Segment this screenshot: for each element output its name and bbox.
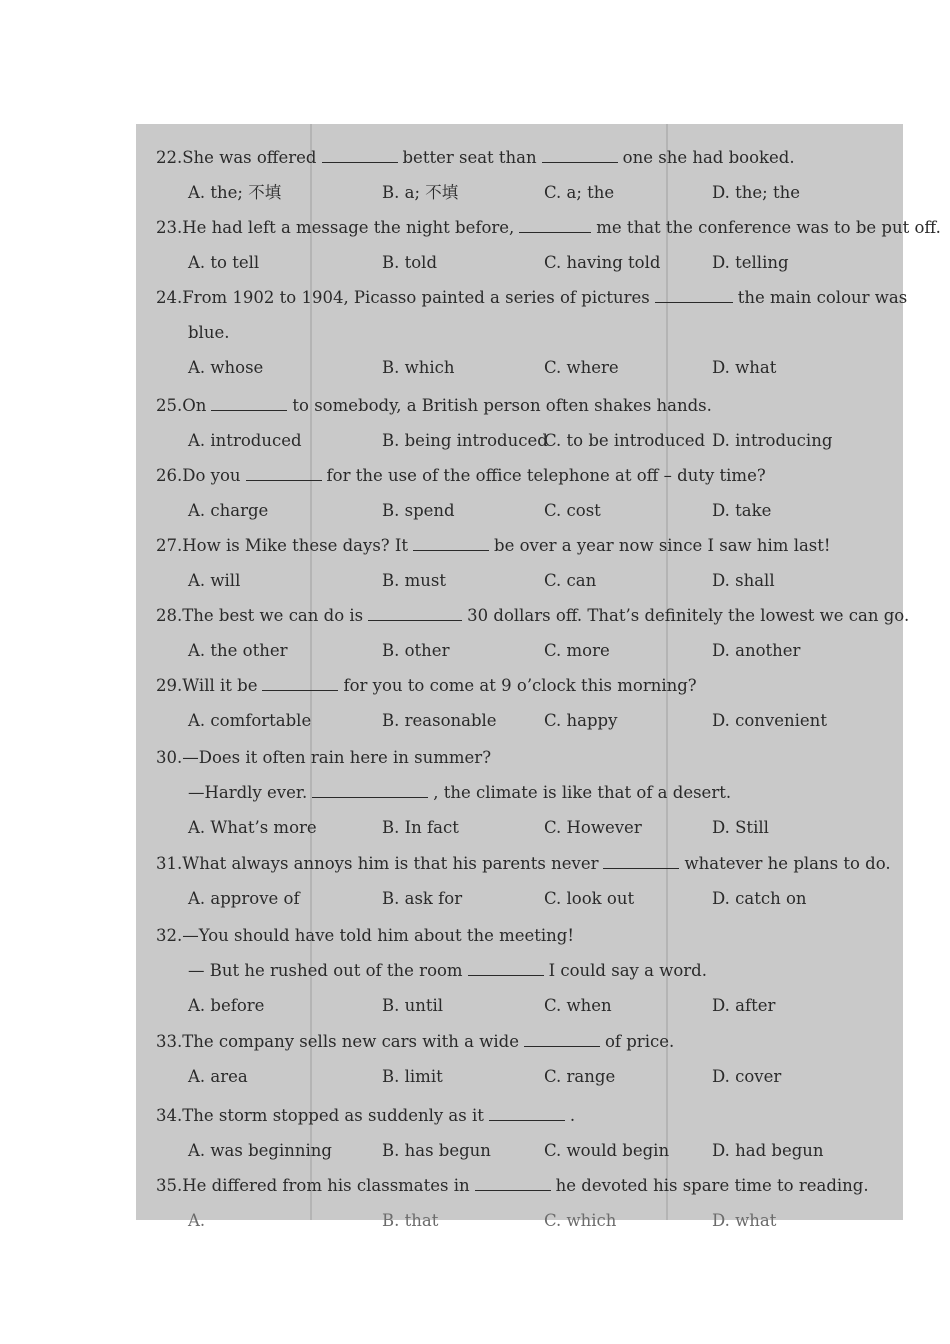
answer-option[interactable]: B. must [382, 571, 446, 590]
answer-option[interactable]: D. cover [712, 1067, 782, 1086]
answer-option[interactable]: B. In fact [382, 818, 459, 837]
question-text: to somebody, a British person often shakes hands. [292, 396, 712, 415]
answer-blank[interactable] [542, 161, 618, 163]
answer-option[interactable]: D. the; the [712, 183, 800, 202]
question-stem [156, 919, 574, 953]
question-stem [156, 1099, 575, 1133]
answer-option[interactable]: C. to be introduced [544, 431, 706, 450]
question-number: 27. [156, 536, 183, 555]
question-stem-line [136, 1169, 893, 1203]
question-text: She was offered [182, 148, 317, 167]
answer-option[interactable]: D. take [712, 501, 772, 520]
options-line [136, 351, 893, 385]
options-line [136, 634, 893, 668]
question-stem [156, 459, 766, 493]
dialog-text: — But he rushed out of the room [188, 961, 463, 980]
answer-option[interactable]: A. introduced [188, 431, 302, 450]
answer-option[interactable]: A. to tell [188, 253, 260, 272]
dialog-text: I could say a word. [548, 961, 707, 980]
answer-option[interactable]: D. another [712, 641, 801, 660]
question-text: 30 dollars off. That’s definitely the lowest we can go. [467, 606, 910, 625]
question-stem-line [136, 741, 893, 775]
question-text: On [182, 396, 207, 415]
answer-option[interactable]: D. introducing [712, 431, 833, 450]
answer-option[interactable]: B. until [382, 996, 444, 1015]
question-text: —You should have told him about the meeting! [182, 926, 574, 945]
options-line [136, 1060, 893, 1094]
answer-option[interactable]: A. charge [188, 501, 269, 520]
answer-option[interactable]: D. shall [712, 571, 775, 590]
answer-option[interactable]: D. convenient [712, 711, 827, 730]
question-stem-line [136, 669, 893, 703]
options-line [136, 1204, 893, 1238]
answer-option[interactable]: C. more [544, 641, 610, 660]
question-text: whatever he plans to do. [684, 854, 891, 873]
answer-option[interactable]: B. limit [382, 1067, 443, 1086]
question-stem [156, 599, 909, 633]
answer-option[interactable]: A. the; 不填 [188, 183, 282, 202]
options-line [136, 176, 893, 210]
question-stem [156, 669, 697, 703]
question-stem [156, 847, 891, 881]
question-stem-line [136, 599, 910, 633]
question-stem [156, 389, 712, 423]
question-stem-line [136, 141, 893, 175]
question-number: 25. [156, 396, 183, 415]
question-stem [156, 141, 795, 175]
question-number: 26. [156, 466, 183, 485]
answer-blank[interactable] [211, 409, 287, 411]
options-line [136, 1134, 893, 1168]
question-number: 23. [156, 218, 183, 237]
answer-option[interactable]: A. What’s more [188, 818, 317, 837]
question-number: 35. [156, 1176, 183, 1195]
answer-option[interactable]: B. which [382, 358, 455, 377]
answer-option[interactable]: C. happy [544, 711, 618, 730]
options-line [136, 989, 893, 1023]
question-text: The best we can do is [182, 606, 364, 625]
question-number: 22. [156, 148, 183, 167]
options-line [136, 494, 893, 528]
question-text: better seat than [402, 148, 537, 167]
question-text: me that the conference was to be put off. [596, 218, 941, 237]
question-number: 33. [156, 1032, 183, 1051]
answer-option[interactable]: B. a; 不填 [382, 183, 459, 202]
question-text: the main colour was [737, 288, 908, 307]
answer-option[interactable]: A. before [188, 996, 265, 1015]
options-line [136, 811, 893, 845]
question-stem [156, 211, 941, 245]
answer-option[interactable]: A. the other [188, 641, 288, 660]
options-line [136, 564, 893, 598]
answer-blank[interactable] [519, 231, 591, 233]
exam-sheet [136, 124, 941, 1230]
question-text: he devoted his spare time to reading. [555, 1176, 869, 1195]
question-text: He differed from his classmates in [182, 1176, 470, 1195]
answer-blank[interactable] [489, 1119, 565, 1121]
answer-option[interactable]: B. reasonable [382, 711, 497, 730]
dialog-reply [188, 954, 707, 988]
question-text: What always annoys him is that his parents never [182, 854, 599, 873]
question-number: 30. [156, 748, 183, 767]
dialog-text: , the climate is like that of a desert. [433, 783, 732, 802]
answer-option[interactable]: A. whose [188, 358, 264, 377]
question-text: of price. [604, 1032, 675, 1051]
answer-option[interactable]: B. ask for [382, 889, 463, 908]
answer-option[interactable]: C. look out [544, 889, 635, 908]
answer-option[interactable]: D. what [712, 358, 777, 377]
answer-blank[interactable] [603, 867, 679, 869]
question-text: From 1902 to 1904, Picasso painted a series of pictures [182, 288, 650, 307]
answer-blank[interactable] [368, 619, 462, 621]
question-number: 29. [156, 676, 183, 695]
answer-option[interactable]: B. being introduced [382, 431, 548, 450]
answer-option[interactable]: D. after [712, 996, 776, 1015]
options-line [136, 424, 893, 458]
answer-blank[interactable] [524, 1045, 600, 1047]
answer-option[interactable]: C. range [544, 1067, 616, 1086]
answer-option[interactable]: A. comfortable [188, 711, 312, 730]
answer-option[interactable]: B. spend [382, 501, 455, 520]
dialog-reply [188, 776, 731, 810]
question-stem-line [136, 281, 908, 315]
answer-option[interactable]: A. will [188, 571, 241, 590]
answer-option[interactable]: D. had begun [712, 1141, 824, 1160]
question-stem-line [136, 389, 893, 423]
question-stem-line [136, 459, 893, 493]
question-stem [156, 529, 831, 563]
answer-option[interactable]: D. what [712, 1211, 777, 1230]
question-text: one she had booked. [622, 148, 795, 167]
question-text: —Does it often rain here in summer? [182, 748, 492, 767]
question-stem-line [136, 1099, 893, 1133]
question-text: How is Mike these days? It [182, 536, 409, 555]
answer-blank[interactable] [413, 549, 489, 551]
question-number: 24. [156, 288, 183, 307]
answer-option[interactable]: C. would begin [544, 1141, 670, 1160]
answer-option[interactable]: C. where [544, 358, 619, 377]
answer-blank[interactable] [655, 301, 733, 303]
question-stem-line [136, 211, 941, 245]
question-stem [156, 1025, 674, 1059]
question-text: He had left a message the night before, [182, 218, 515, 237]
dialog-text: —Hardly ever. [188, 783, 308, 802]
question-stem-line [136, 919, 893, 953]
question-stem-line [136, 529, 893, 563]
answer-option[interactable]: C. can [544, 571, 597, 590]
answer-option[interactable]: B. told [382, 253, 438, 272]
answer-blank[interactable] [468, 974, 544, 976]
answer-option[interactable]: A. [188, 1211, 206, 1230]
question-text: be over a year now since I saw him last! [494, 536, 831, 555]
question-text: The storm stopped as suddenly as it [182, 1106, 484, 1125]
answer-option[interactable]: C. when [544, 996, 612, 1015]
answer-option[interactable]: C. having told [544, 253, 661, 272]
answer-option[interactable]: C. a; the [544, 183, 615, 202]
question-continuation-line [136, 316, 893, 350]
question-text: The company sells new cars with a wide [182, 1032, 519, 1051]
dialog-line [136, 954, 893, 988]
answer-option[interactable]: C. which [544, 1211, 617, 1230]
answer-blank[interactable] [322, 161, 398, 163]
question-text: Do you [182, 466, 241, 485]
question-stem-line [136, 1025, 893, 1059]
dialog-line [136, 776, 893, 810]
question-stem [156, 281, 907, 315]
answer-option[interactable]: B. has begun [382, 1141, 491, 1160]
answer-option[interactable]: D. telling [712, 253, 789, 272]
answer-blank[interactable] [246, 479, 322, 481]
answer-option[interactable]: D. catch on [712, 889, 807, 908]
question-number: 28. [156, 606, 183, 625]
question-text: . [569, 1106, 576, 1125]
answer-option[interactable]: D. Still [712, 818, 769, 837]
answer-option[interactable]: B. other [382, 641, 450, 660]
question-continuation: blue. [188, 323, 230, 342]
question-stem [156, 1169, 869, 1203]
options-line [136, 882, 893, 916]
answer-option[interactable]: A. was beginning [188, 1141, 332, 1160]
answer-blank[interactable] [312, 796, 428, 798]
question-number: 34. [156, 1106, 183, 1125]
answer-blank[interactable] [262, 689, 338, 691]
answer-option[interactable]: A. approve of [188, 889, 300, 908]
options-line [136, 246, 893, 280]
answer-option[interactable]: B. that [382, 1211, 439, 1230]
answer-option[interactable]: C. However [544, 818, 642, 837]
question-stem [156, 741, 491, 775]
question-number: 31. [156, 854, 183, 873]
answer-option[interactable]: C. cost [544, 501, 601, 520]
options-line [136, 704, 893, 738]
question-text: Will it be [182, 676, 258, 695]
answer-option[interactable]: A. area [188, 1067, 248, 1086]
question-number: 32. [156, 926, 183, 945]
question-text: for the use of the office telephone at off – duty time? [326, 466, 766, 485]
answer-blank[interactable] [475, 1189, 551, 1191]
question-stem-line [136, 847, 893, 881]
question-text: for you to come at 9 o’clock this morning? [343, 676, 697, 695]
